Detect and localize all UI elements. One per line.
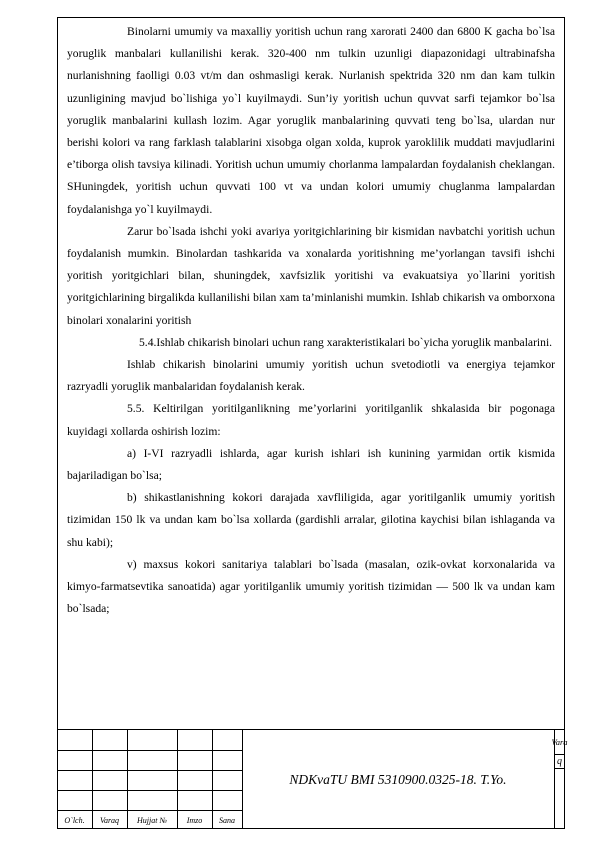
paragraph: Zarur bo`lsada ishchi yoki avariya yoritgichlarining bir kismidan navbatchi yoritish uchun foydalanish mumkin. Binolardan tashkarida va xonalarda yoritishning me’yorlangan tavsifi ishchi yoritish yoritgichlari bilan, shuningdek, xavfsizlik yoritishi va evakuatsiya yo`llarini yoritish yoritgichlarining birgalikda kullanilishi bilan xam ta’minlanishi mumkin. Ishlab chikarish va omborxona binolari xonalarini yoritish (67, 224, 555, 327)
title-block (57, 729, 568, 829)
list-item: v) maxsus kokori sanitariya talablari bo`lsada (masalan, ozik-ovkat korxonalarida va kimyo-farmatsevtika sanoatida) agar yoritilganlik umumiy yoritish tizimidan — 500 lk va undan kam bo`lsada; (67, 557, 555, 616)
section-heading: 5.4.Ishlab chikarish binolari uchun rang xarakteristikalari bo`yicha yoruglik manbalarini. (139, 335, 553, 349)
paragraph: 5.5. Keltirilgan yoritilganlikning me’yorlarini yoritilganlik shkalasida bir pogonaga kuyidagi xollarda oshirish lozim: (67, 402, 555, 438)
document-body (67, 21, 555, 620)
stamp-row-line (57, 750, 242, 751)
stamp-column-label: Imzo (186, 815, 203, 825)
stamp-column-label: Sana (219, 815, 235, 825)
sheet-number: q (557, 755, 562, 767)
stamp-row-line (57, 770, 242, 771)
list-item: a) I-VI razryadli ishlarda, agar kurish ishlari ish kunining yarmidan ortik kismida bajariladigan bo`lsa; (67, 446, 555, 483)
stamp-column-label: Hujjat № (137, 815, 167, 825)
stamp-row-line (57, 790, 242, 791)
stamp-column-label: O`lch. (64, 815, 85, 825)
stamp-row-line (554, 768, 565, 769)
paragraph: Binolarni umumiy va maxalliy yoritish uchun rang xarorati 2400 dan 6800 K gacha bo`lsa yoruglik manbalari kullanilishi kerak. 320-400 nm tulkin uzunligi diapazonidagi ultrabinafsha nurlanishning faolligi 0.03 vt/m dan oshmasligi kerak. Nurlanish spektrida 320 nm dan kam tulkin uzunligining mavjud bo`lishiga yo`l kuyilmaydi. Sun’iy yoritish uchun quvvat sarfi tejamkor bo`lsa yoruglik manbalarini kullash lozim. Agar yoruglik manbalarining quvvati teng bo`lsa, ulardan nur berishi kolori va rang farklash talablarini xisobga olgan xolda, kuprok yaroklilik muddati mavjudlarini e’tiborga olish tavsiya kilinadi. Yoritish uchun umumiy chorlanma lampalardan foydalanish cheklangan. SHuningdek, yoritish uchun quvvati 100 vt va undan kolori umumiy chuglanma lampalardan foydalanishga yo`l kuyilmaydi. (67, 25, 555, 216)
list-item: b) shikastlanishning kokori darajada xavfliligida, agar yoritilganlik umumiy yoritish tizimidan 150 lk va undan kam bo`lsa xollarda (gardishli arralar, gilotina kaychisi bilan ishlaganda va shu kabi); (67, 491, 555, 549)
document-code: NDKvaTU BMI 5310900.0325-18. T.Yo. (289, 772, 507, 787)
sheet-label: Vara (551, 737, 568, 747)
stamp-column-label: Varaq (99, 815, 120, 825)
paragraph: Ishlab chikarish binolarini umumiy yoritish uchun svetodiotli va energiya tejamkor razryadli yoruglik manbalaridan foydalanish kerak. (67, 358, 555, 394)
